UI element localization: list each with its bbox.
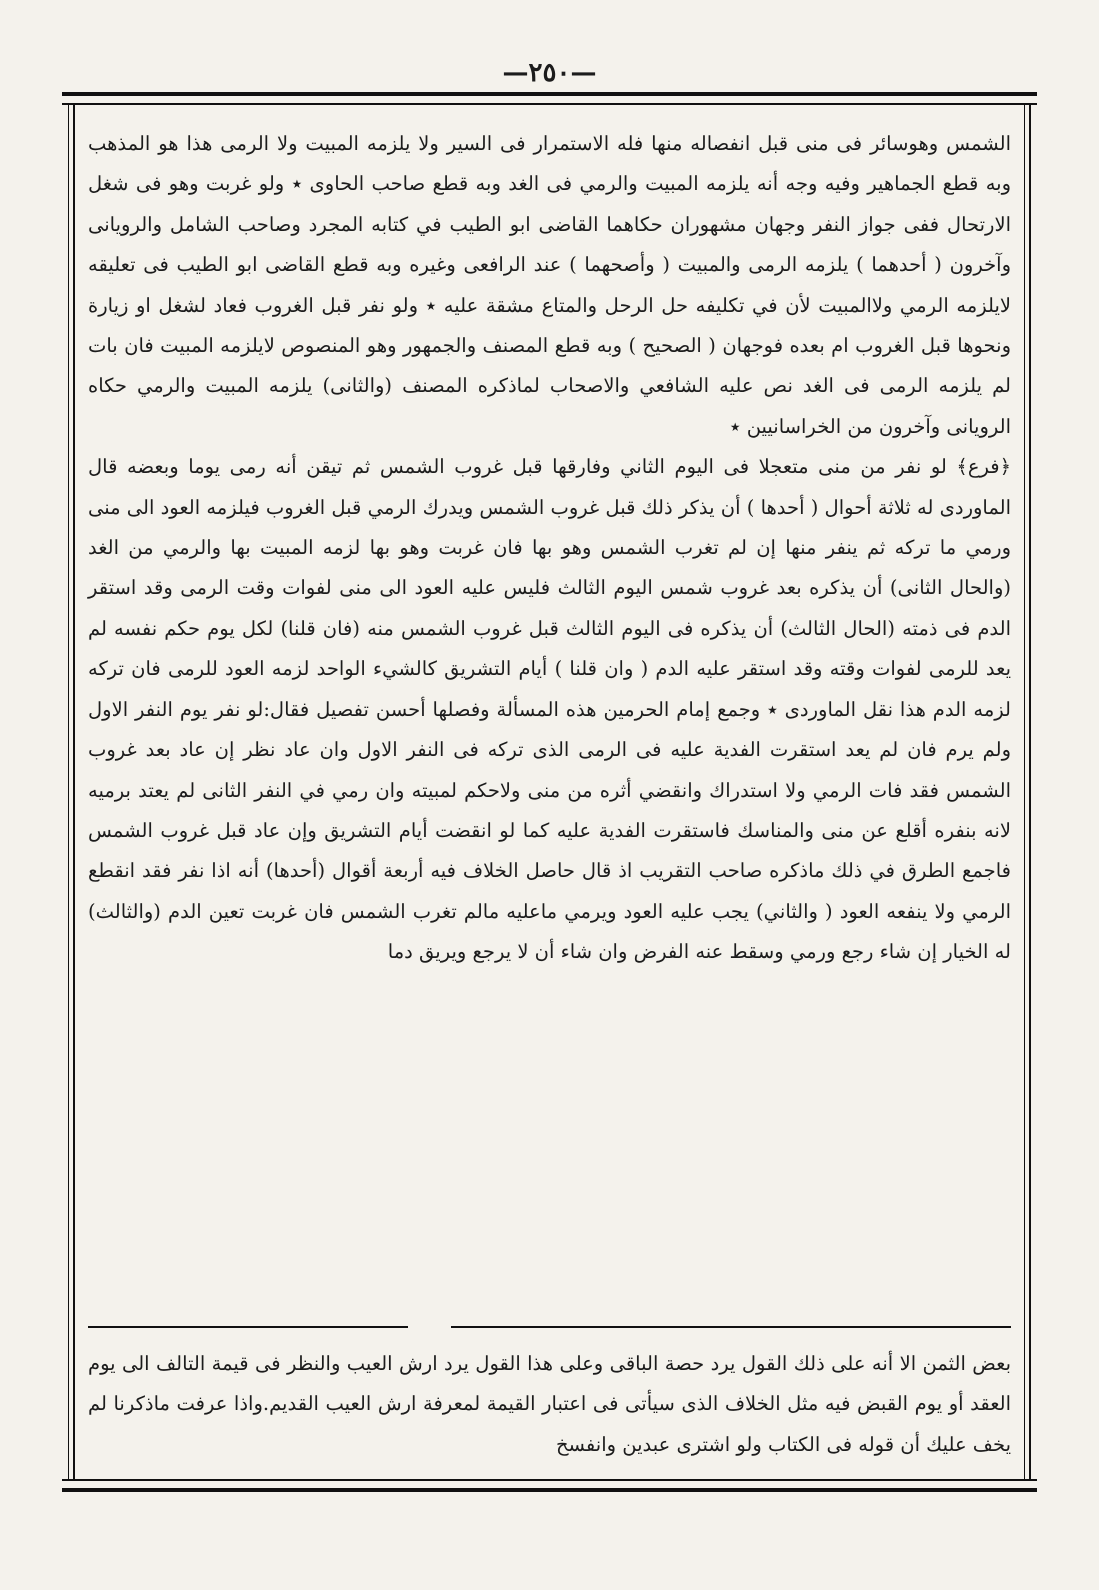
- main-paragraph-1: الشمس وهوسائر فى منى قبل انفصاله منها فله الاستمرار فى السير ولا يلزمه المبيت ولا الرمى هذا هو المذهب وبه قطع الجماهير وفيه وجه أنه يلزمه المبيت والرمي فى الغد وبه قطع صاحب الحاوى ٭ ولو غربت وهو فى شغل الارتحال ففى جواز النفر وجهان مشهوران حكاهما القاضى ابو الطيب في كتابه المجرد وصاحب الشامل والرويانى وآخرون ( أحدهما ) يلزمه الرمى والمبيت ( وأصحهما ) عند الرافعى وغيره وبه قطع القاضى ابو الطيب فى تعليقه لايلزمه الرمي ولاالمبيت لأن في تكليفه حل الرحل والمتاع مشقة عليه ٭ ولو نفر قبل الغروب فعاد لشغل او زيارة ونحوها قبل الغروب ام بعده فوجهان ( الصحيح ) وبه قطع المصنف والجمهور وهو المنصوص لايلزمه المبيت فان بات لم يلزمه الرمى فى الغد نص عليه الشافعي والاصحاب لماذكره المصنف (والثانى) يلزمه المبيت والرمي حكاه الرويانى وآخرون من الخراسانيين ٭: [88, 132, 1011, 438]
- footnote-divider-right: [451, 1326, 1011, 1328]
- footnote-divider-left: [88, 1326, 408, 1328]
- footnote-text: بعض الثمن الا أنه على ذلك القول يرد حصة الباقى وعلى هذا القول يرد ارش العيب والنظر فى قيمة التالف الى يوم العقد أو يوم القبض فيه مثل الخلاف الذى سيأتى فى اعتبار القيمة لمعرفة ارش العيب القديم.واذا عرفت ماذكرنا لم يخف عليك أن قوله فى الكتاب ولو اشترى عبدين وانفسخ: [88, 1352, 1011, 1456]
- main-text: [88, 124, 1011, 1306]
- bottom-double-rule: [62, 1479, 1037, 1492]
- page-number: —٢٥٠—: [502, 58, 597, 88]
- right-border: [1024, 104, 1031, 1480]
- main-paragraph-2: ﴿فرع﴾ لو نفر من منى متعجلا فى اليوم الثاني وفارقها قبل غروب الشمس ثم تيقن أنه رمى يوما وبعضه قال الماوردى له ثلاثة أحوال ( أحدها ) أن يذكر ذلك قبل غروب الشمس ويدرك الرمي قبل الغروب فيلزمه العود الى منى ورمي ما تركه ثم ينفر منها إن لم تغرب الشمس وهو بها فان غربت وهو بها لزمه المبيت بها والرمي من الغد (والحال الثانى) أن يذكره بعد غروب شمس اليوم الثالث فليس عليه العود الى منى لفوات وقت الرمى وقد استقر الدم فى ذمته (الحال الثالث) أن يذكره فى اليوم الثالث قبل غروب الشمس منه (فان قلنا) لكل يوم حكم نفسه لم يعد للرمى لفوات وقته وقد استقر عليه الدم ( وان قلنا ) أيام التشريق كالشيء الواحد لزمه العود للرمى فان تركه لزمه الدم هذا نقل الماوردى ٭ وجمع إمام الحرمين هذه المسألة وفصلها أحسن تفصيل فقال:لو نفر يوم النفر الاول ولم يرم فان لم يعد استقرت الفدية عليه فى الرمى الذى تركه فى النفر الاول وان عاد نظر إن عاد بعد غروب الشمس فقد فات الرمي ولا استدراك وانقضي أثره من منى ولاحكم لمبيته وان رمي في النفر الثانى لم يعتد برميه لانه بنفره أقلع عن منى والمناسك فاستقرت الفدية عليه كما لو انقضت أيام التشريق وإن عاد قبل غروب الشمس فاجمع الطرق في ذلك ماذكره صاحب التقريب اذ قال حاصل الخلاف فيه أربعة أقوال (أحدها) أنه اذا نفر فقد انقطع الرمي ولا ينفعه العود ( والثاني) يجب عليه العود ويرمي ماعليه مالم تغرب الشمس فان غربت تعين الدم (والثالث) له الخيار إن شاء رجع ورمي وسقط عنه الفرض وان شاء أن لا يرجع ويريق دما: [88, 455, 1011, 964]
- footnote: [88, 1344, 1011, 1484]
- left-border: [68, 104, 75, 1480]
- page-frame: [62, 92, 1037, 1492]
- top-double-rule: [62, 92, 1037, 105]
